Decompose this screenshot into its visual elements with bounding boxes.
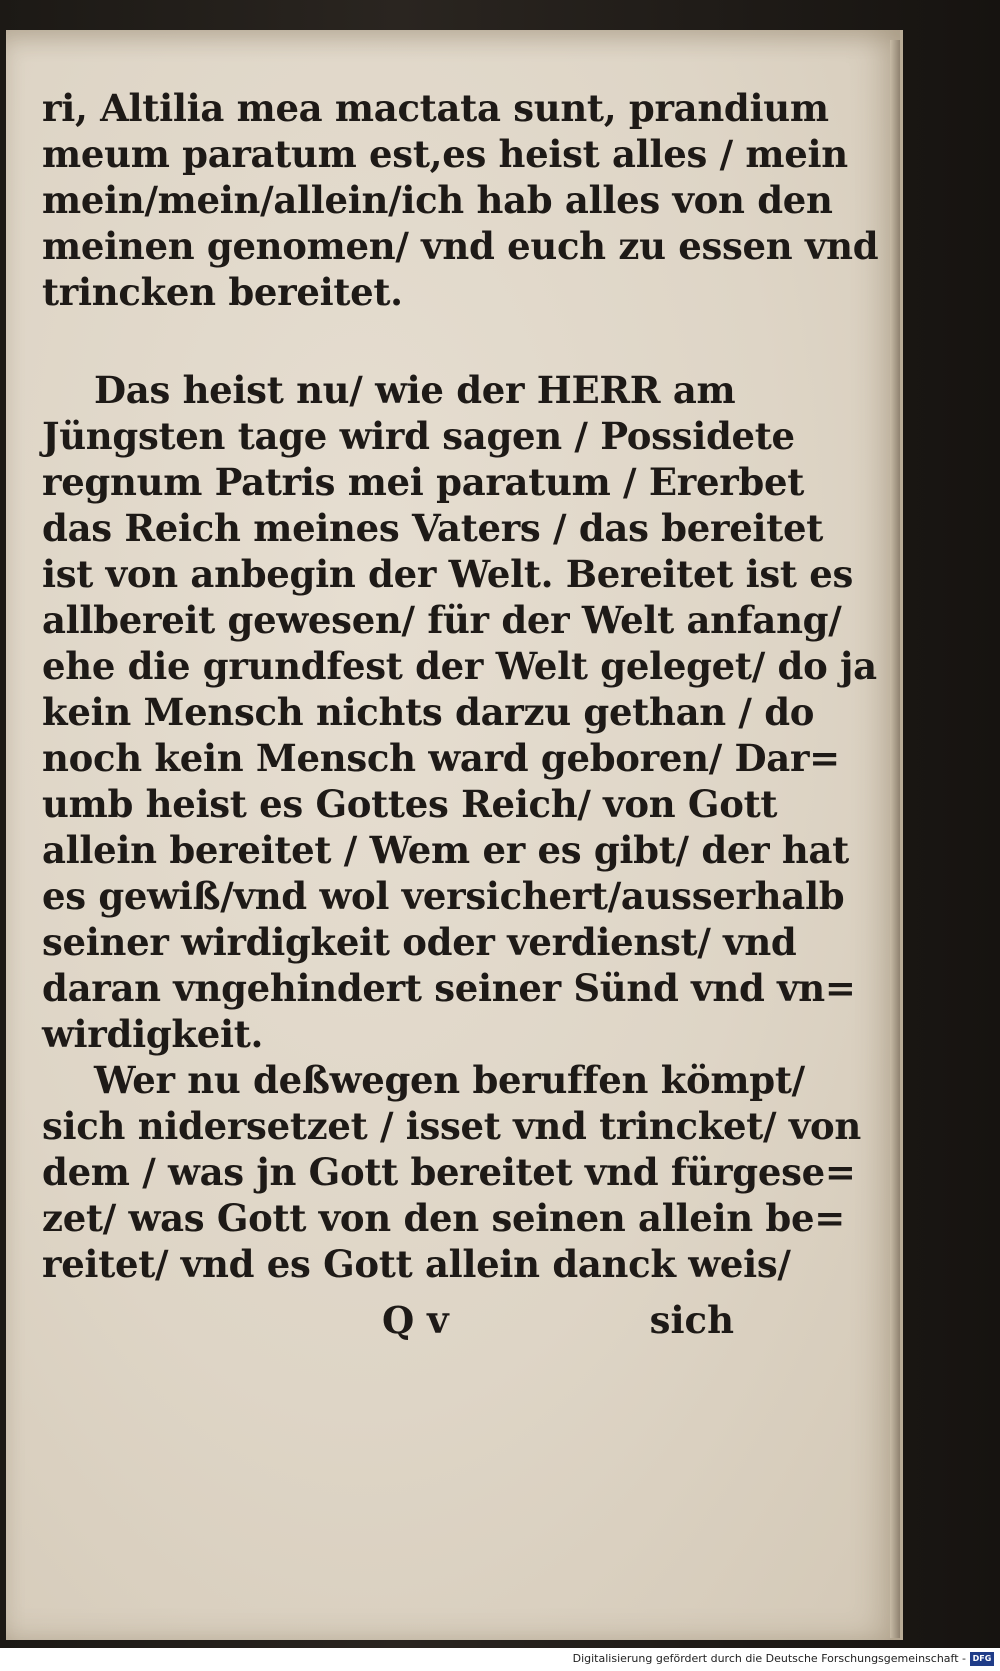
page-footer-marks <box>42 1298 742 1348</box>
page-edge <box>890 40 900 1638</box>
footer-bar <box>0 1648 1000 1671</box>
text-line: wirdigkeit. <box>42 1012 264 1056</box>
text-line: mein/mein/allein/ich hab alles von den <box>42 178 833 222</box>
text-line: umb heist es Gottes Reich/ von Gott <box>42 782 778 826</box>
text-line: allbereit gewesen/ für der Welt anfang/ <box>42 598 842 642</box>
text-line: seiner wirdigkeit oder verdienst/ vnd <box>42 920 797 964</box>
dfg-logo-icon: DFG <box>970 1652 994 1666</box>
text-line: Jüngsten tage wird sagen / Possidete <box>42 414 795 458</box>
text-line: kein Mensch nichts darzu gethan / do <box>42 690 815 734</box>
text-line: allein bereitet / Wem er es gibt/ der hat <box>42 828 849 872</box>
paragraph-gap <box>42 315 742 367</box>
text-line: regnum Patris mei paratum / Ererbet <box>42 460 804 504</box>
text-line: ri, Altilia mea mactata sunt, prandium <box>42 86 829 130</box>
text-line: Wer nu deßwegen beruffen kömpt/ <box>94 1058 805 1102</box>
text-line: reitet/ vnd es Gott allein danck weis/ <box>42 1242 791 1286</box>
text-line: zet/ was Gott von den seinen allein be= <box>42 1196 845 1240</box>
text-line: es gewiß/vnd wol versichert/ausserhalb <box>42 874 845 918</box>
text-line: das Reich meines Vaters / das bereitet <box>42 506 824 550</box>
text-line: daran vngehindert seiner Sünd vnd vn= <box>42 966 856 1010</box>
text-line: noch kein Mensch ward geboren/ Dar= <box>42 736 840 780</box>
book-page <box>6 30 903 1640</box>
text-line: ehe die grundfest der Welt geleget/ do ja <box>42 644 877 688</box>
page-text <box>42 85 879 1287</box>
text-line: meinen genomen/ vnd euch zu essen vnd <box>42 224 879 268</box>
text-line: Das heist nu/ wie der HERR am <box>94 368 736 412</box>
text-line: dem / was jn Gott bereitet vnd fürgese= <box>42 1150 856 1194</box>
text-line: ist von anbegin der Welt. Bereitet ist es <box>42 552 854 596</box>
catchword: sich <box>649 1298 734 1342</box>
text-line: meum paratum est,es heist alles / mein <box>42 132 848 176</box>
footer-credit: Digitalisierung gefördert durch die Deutsche Forschungsgemeinschaft - <box>572 1652 966 1665</box>
text-line: sich nidersetzet / isset vnd trincket/ von <box>42 1104 862 1148</box>
text-line: trincken bereitet. <box>42 270 403 314</box>
signature-mark: Q v <box>382 1298 449 1342</box>
